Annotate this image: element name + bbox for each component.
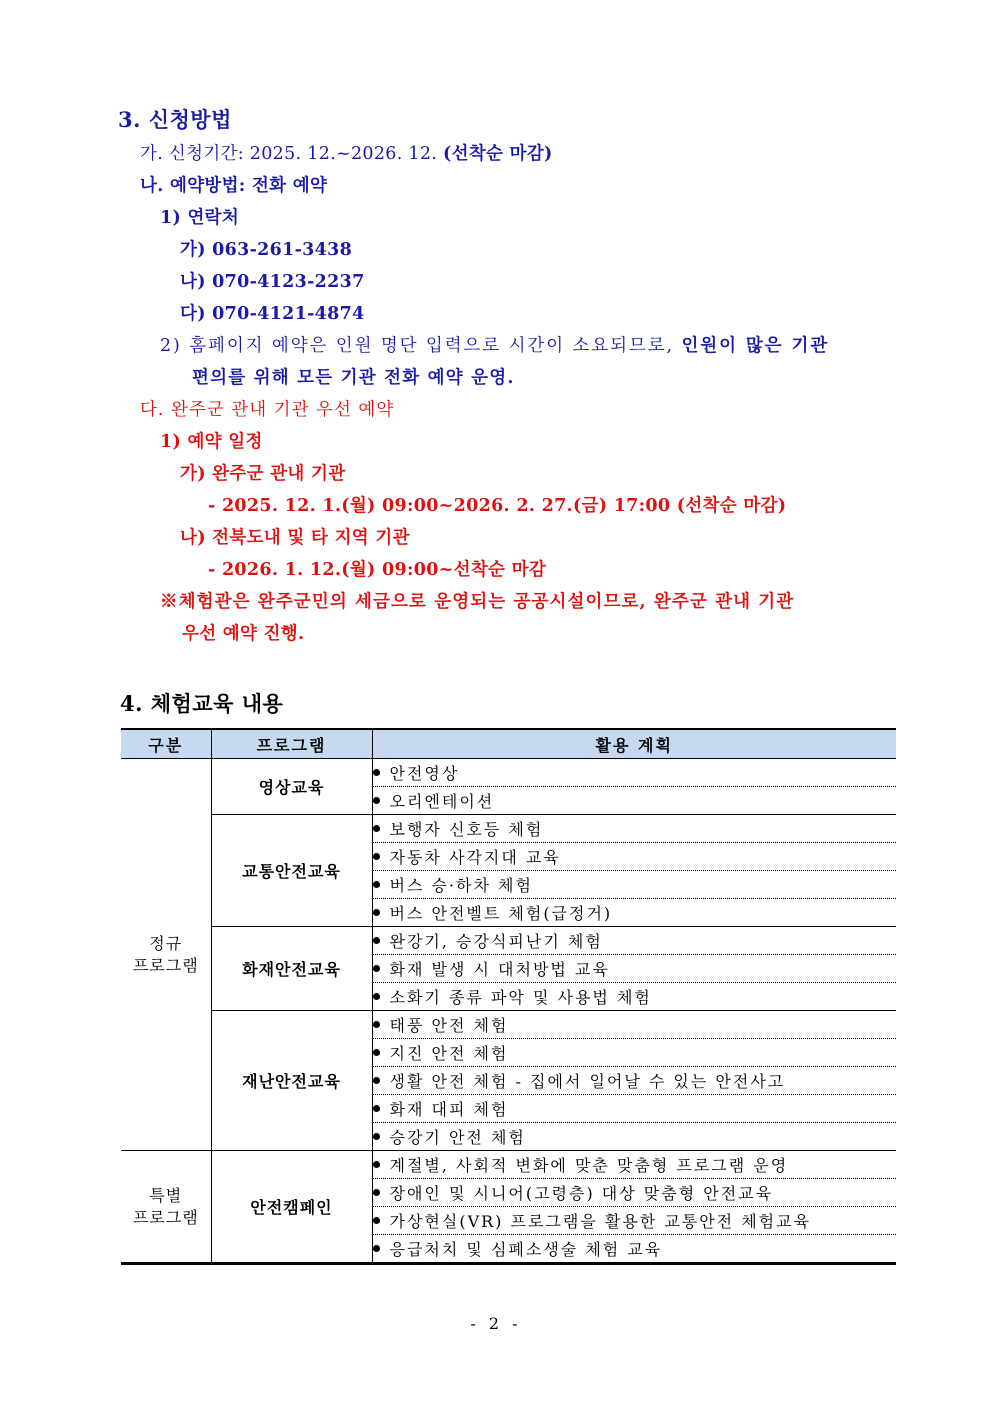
- phone-2: 나) 070-4123-2237: [180, 272, 365, 292]
- application-period: [140, 140, 553, 165]
- bullet-icon: [373, 965, 380, 972]
- contact-label: 1) 연락처: [160, 208, 240, 228]
- category-regular: [121, 759, 211, 1151]
- program-safety-campaign: 안전캠페인: [211, 1151, 372, 1264]
- item-text: 완강기, 승강식피난기 체험: [389, 932, 603, 951]
- item-text: 버스 승·하차 체험: [389, 876, 533, 895]
- category-special-line2: 프로그램: [132, 1207, 199, 1227]
- item-text: 안전영상: [389, 764, 460, 783]
- wanju-institutions-schedule: - 2025. 12. 1.(월) 09:00~2026. 2. 27.(금) 17:00 (선착순 마감): [208, 496, 787, 516]
- homepage-note-line2: 편의를 위해 모든 기관 전화 예약 운영.: [192, 368, 515, 388]
- other-institutions-label: 나) 전북도내 및 타 지역 기관: [180, 528, 410, 548]
- item-text: 소화기 종류 파악 및 사용법 체험: [389, 988, 652, 1007]
- list-item: [372, 1151, 896, 1179]
- table-row: [121, 815, 896, 843]
- bullet-icon: [373, 1245, 380, 1252]
- category-regular-line1: 정규: [149, 933, 183, 953]
- bullet-icon: [373, 993, 380, 1000]
- list-item: [372, 927, 896, 955]
- list-item: [372, 1179, 896, 1207]
- category-special-line1: 특별: [149, 1185, 183, 1205]
- item-text: 지진 안전 체험: [389, 1044, 509, 1063]
- item-text: 생활 안전 체험 - 집에서 일어날 수 있는 안전사고: [389, 1072, 786, 1091]
- bullet-icon: [373, 797, 380, 804]
- bullet-icon: [373, 853, 380, 860]
- list-item: [372, 1207, 896, 1235]
- list-item: [372, 1067, 896, 1095]
- bullet-icon: [373, 1161, 380, 1168]
- list-item: [372, 983, 896, 1011]
- priority-reservation-label: 다. 완주군 관내 기관 우선 예약: [140, 400, 395, 420]
- table-row: [121, 759, 896, 787]
- header-category: 구분: [121, 729, 211, 759]
- item-text: 장애인 및 시니어(고령층) 대상 맞춤형 안전교육: [389, 1184, 774, 1203]
- header-plan: 활용 계획: [372, 729, 896, 759]
- bullet-icon: [373, 1105, 380, 1112]
- table-header-row: [121, 729, 896, 759]
- program-video-education: 영상교육: [211, 759, 372, 815]
- bullet-icon: [373, 909, 380, 916]
- section-3-title: 3. 신청방법: [118, 107, 232, 132]
- item-text: 태풍 안전 체험: [389, 1016, 509, 1035]
- program-table: [121, 728, 896, 1265]
- phone-1: 가) 063-261-3438: [180, 240, 353, 260]
- bullet-icon: [373, 825, 380, 832]
- category-special: [121, 1151, 211, 1264]
- homepage-note-line1: [160, 332, 829, 357]
- priority-note-line2: 우선 예약 진행.: [182, 624, 305, 644]
- table-row: [121, 1011, 896, 1039]
- item-text: 오리엔테이션: [389, 792, 495, 811]
- list-item: [372, 815, 896, 843]
- list-item: [372, 955, 896, 983]
- bullet-icon: [373, 1021, 380, 1028]
- item-text: 자동차 사각지대 교육: [389, 848, 561, 867]
- homepage-note-emph: 인원이 많은 기관: [681, 336, 830, 356]
- reservation-method: 나. 예약방법: 전화 예약: [140, 176, 328, 196]
- list-item: [372, 1235, 896, 1264]
- header-program: 프로그램: [211, 729, 372, 759]
- page-number: - 2 -: [470, 1314, 522, 1333]
- bullet-icon: [373, 769, 380, 776]
- item-text: 가상현실(VR) 프로그램을 활용한 교통안전 체험교육: [389, 1212, 812, 1231]
- list-item: [372, 1039, 896, 1067]
- item-text: 계절별, 사회적 변화에 맞춘 맞춤형 프로그램 운영: [389, 1156, 789, 1175]
- bullet-icon: [373, 881, 380, 888]
- list-item: [372, 1095, 896, 1123]
- wanju-institutions-label: 가) 완주군 관내 기관: [180, 464, 346, 484]
- program-disaster-safety: 재난안전교육: [211, 1011, 372, 1151]
- priority-note-line1: ※체험관은 완주군민의 세금으로 운영되는 공공시설이므로, 완주군 관내 기관: [160, 592, 795, 612]
- bullet-icon: [373, 1077, 380, 1084]
- list-item: [372, 899, 896, 927]
- phone-3: 다) 070-4121-4874: [180, 304, 365, 324]
- bullet-icon: [373, 1049, 380, 1056]
- list-item: [372, 787, 896, 815]
- bullet-icon: [373, 1217, 380, 1224]
- other-institutions-schedule: - 2026. 1. 12.(월) 09:00~선착순 마감: [208, 560, 547, 580]
- program-traffic-safety: 교통안전교육: [211, 815, 372, 927]
- program-fire-safety: 화재안전교육: [211, 927, 372, 1011]
- section-4-title: 4. 체험교육 내용: [120, 691, 284, 716]
- list-item: [372, 871, 896, 899]
- first-come-note: (선착순 마감): [443, 144, 553, 164]
- bullet-icon: [373, 1133, 380, 1140]
- table-row: [121, 1151, 896, 1179]
- schedule-label: 1) 예약 일정: [160, 432, 263, 452]
- list-item: [372, 1011, 896, 1039]
- item-text: 응급처치 및 심폐소생술 체험 교육: [389, 1240, 663, 1259]
- item-text: 화재 대피 체험: [389, 1100, 509, 1119]
- homepage-note-text: 2) 홈페이지 예약은 인원 명단 입력으로 시간이 소요되므로,: [160, 336, 682, 356]
- bullet-icon: [373, 1189, 380, 1196]
- list-item: [372, 1123, 896, 1151]
- item-text: 화재 발생 시 대처방법 교육: [389, 960, 610, 979]
- list-item: [372, 759, 896, 787]
- table-row: [121, 927, 896, 955]
- list-item: [372, 843, 896, 871]
- bullet-icon: [373, 937, 380, 944]
- application-period-text: 가. 신청기간: 2025. 12.~2026. 12.: [140, 144, 444, 164]
- category-regular-line2: 프로그램: [132, 955, 199, 975]
- item-text: 승강기 안전 체험: [389, 1128, 526, 1147]
- item-text: 보행자 신호등 체험: [389, 820, 544, 839]
- item-text: 버스 안전벨트 체험(급정거): [389, 904, 613, 923]
